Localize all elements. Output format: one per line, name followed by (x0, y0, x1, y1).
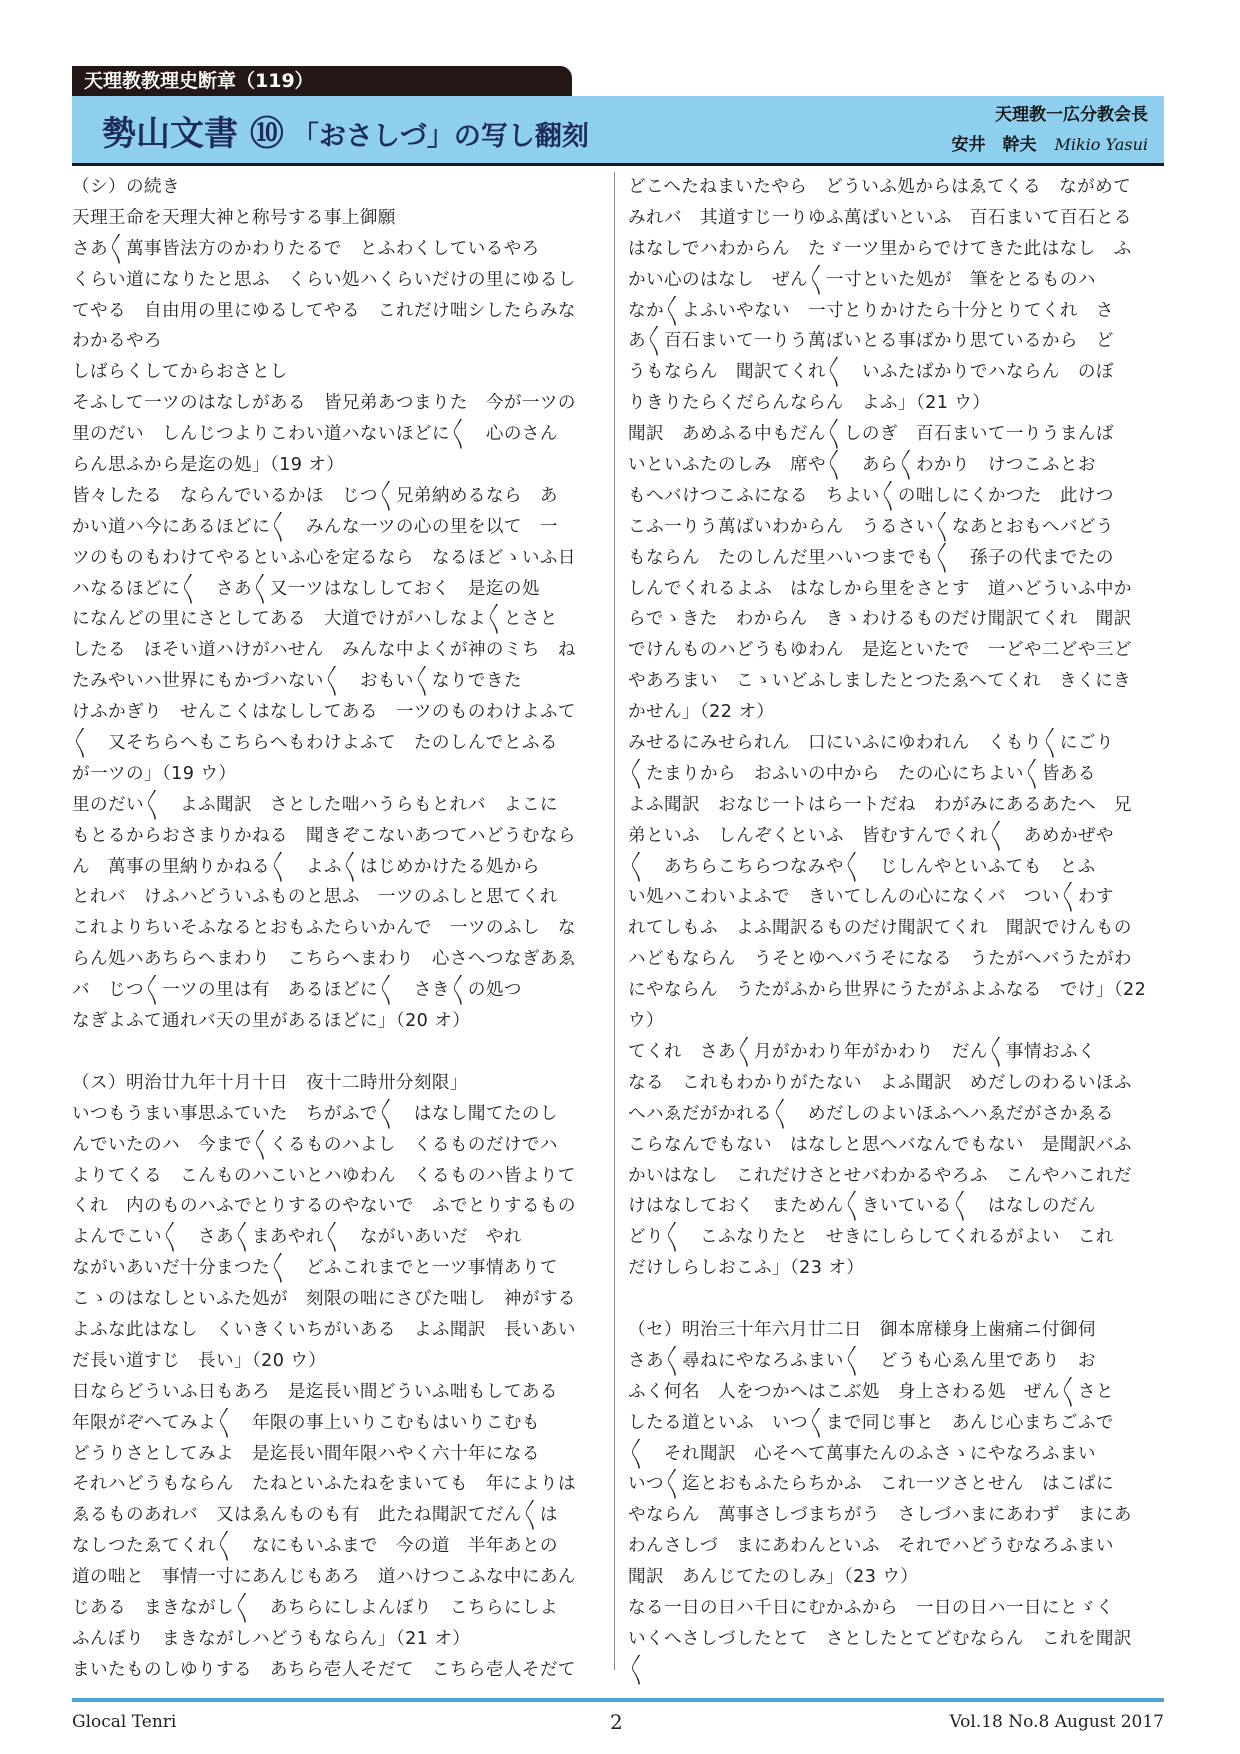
text-line: こらなんでもない はなしと思へバなんでもない 是聞訳バふ (628, 1134, 1132, 1155)
text-line: なか〳〵よふいやない 一寸とりかけたら十分とりてくれ さ (628, 300, 1114, 321)
text-line: しんでくれるよふ はなしから里をさとす 道ハどういふ中か (628, 578, 1132, 599)
text-line: じある まきながし〳〵 あちらにしよんぼり こちらにしよ (72, 1597, 558, 1618)
text-line: だけしらしおこふ」（23 オ） (628, 1258, 865, 1279)
text-line: （シ）の続き (72, 177, 180, 197)
text-line: んでいたのハ 今まで〳〵くるものハよし くるものだけでハ (72, 1134, 558, 1155)
article-body (72, 172, 1164, 1682)
text-line: 〳〵 又そちらへもこちらへもわけよふて たのしんでとふる (72, 733, 558, 754)
text-line: 聞訳 あんじてたのしみ」（23 ウ） (628, 1567, 919, 1588)
text-line: けふかぎり せんこくはなししてある 一ツのものわけよふて (72, 702, 576, 723)
text-line: かいはなし これだけさとせバわかるやろふ こんやハこれだ (628, 1165, 1132, 1186)
text-line: よりてくる こんものハこいとハゆわん くるものハ皆よりて (72, 1165, 576, 1186)
text-line: （ス）明治廿九年十月十日 夜十二時卅分刻限」 (72, 1072, 468, 1093)
text-line: したる道といふ いつ〳〵まで同じ事と あんじ心まちごふで (628, 1412, 1114, 1433)
text-line: うもならん 聞訳てくれ〳〵 いふたばかりでハならん のぼ (628, 362, 1114, 383)
author-name-romanized: Mikio Yasui (1054, 135, 1148, 154)
text-line: いつ〳〵迄とおもふたらちかふ これ一ツさとせん はこばに (628, 1474, 1114, 1495)
text-line: ふく何名 人をつかへはこぶ処 身上さわる処 ぜん〳〵さと (628, 1381, 1114, 1402)
text-line: くらい道になりたと思ふ くらい処ハくらいだけの里にゆるし (72, 269, 576, 290)
text-line: どり〳〵 こふなりたと せきにしらしてくれるがよい これ (628, 1227, 1114, 1248)
text-line: こふ一りう萬ばいわからん うるさい〳〵なあとおもへバどう (628, 516, 1114, 537)
text-line: わかるやろ (72, 331, 162, 352)
text-line: よふな此はなし くいきくいちがいある よふ聞訳 長いあい (72, 1319, 576, 1340)
text-line: とれバ けふハどういふものと思ふ 一ツのふしと思てくれ (72, 887, 558, 908)
series-label: 天理教教理史断章（119） (72, 66, 572, 96)
article-header (72, 66, 1164, 166)
author-name: 安井 幹夫 (951, 135, 1037, 155)
text-line: どこへたねまいたやら どういふ処からはゑてくる ながめて (628, 177, 1132, 197)
text-line: にやならん うたがふから世界にうたがふよふなる でけ」（22 (628, 980, 1147, 1001)
text-line: くれ 内のものハふでとりするのやないで ふでとりするもの (72, 1196, 576, 1217)
text-line: れてしもふ よふ聞訳るものだけ聞訳てくれ 聞訳でけんもの (628, 918, 1132, 939)
text-line: ながいあいだ十分まつた〳〵 どふこれまでと一ツ事情ありて (72, 1258, 558, 1279)
text-line: もならん たのしんだ里ハいつまでも〳〵 孫子の代までたの (628, 547, 1114, 568)
text-line: はなしでハわからん たゞ一ツ里からでけてきた此はなし ふ (628, 238, 1132, 259)
text-line: てくれ さあ〳〵月がかわり年がかわり だん〳〵事情おふく (628, 1041, 1096, 1062)
text-line: 日ならどういふ日もあろ 是迄長い間どういふ咄もしてある (72, 1381, 558, 1402)
text-line: したる ほそい道ハけがハせん みんな中よくが神のミち ね (72, 640, 576, 661)
text-line: りきりたらくだらんならん よふ」（21 ウ） (628, 393, 991, 414)
text-line: みせるにみせられん 口にいふにゆわれん くもり〳〵にごり (628, 733, 1114, 754)
text-line: もとるからおさまりかねる 聞きぞこないあつてハどうむなら (72, 825, 576, 846)
text-line: 里のだい〳〵 よふ聞訳 さとした咄ハうらもとれバ よこに (72, 794, 558, 815)
text-line: 弟といふ しんぞくといふ 皆むすんでくれ〳〵 あめかぜや (628, 825, 1114, 846)
column-divider (614, 172, 615, 1670)
text-line: まいたものしゆりする あちら壱人そだて こちら壱人そだて (72, 1659, 576, 1680)
text-line: いくへさしづしたとて さとしたとてどむならん これを聞訳 (628, 1628, 1132, 1649)
text-line: ふんぼり まきながしハどうもならん」（21 オ） (72, 1628, 471, 1649)
text-line: なしつたゑてくれ〳〵 なにもいふまで 今の道 半年あとの (72, 1536, 558, 1557)
text-line: ゑるものあれバ 又はゑんものも有 此たね聞訳てだん〳〵は (72, 1505, 558, 1526)
text-line (628, 1284, 1156, 1315)
text-line: いつもうまい事思ふていた ちがふで〳〵 はなし聞てたのし (72, 1103, 558, 1124)
text-line: らん処ハあちらへまわり こちらへまわり 心さへつなぎあゑ (72, 949, 576, 970)
text-line: 聞訳 あめふる中もだん〳〵しのぎ 百石まいて一りうまんば (628, 424, 1114, 445)
text-line: だ長い道すじ 長い」（20 ウ） (72, 1350, 327, 1371)
text-line: になんどの里にさとしてある 大道でけがハしなよ〳〵とさと (72, 609, 558, 630)
footer-issue: Vol.18 No.8 August 2017 (949, 1712, 1164, 1732)
text-line: よふ聞訳 おなじ一トはら一トだね わがみにあるあたへ 兄 (628, 794, 1132, 815)
text-line: 年限がぞへてみよ〳〵 年限の事上いりこむもはいりこむも (72, 1412, 540, 1433)
text-line: 里のだい しんじつよりこわい道ハないほどに〳〵 心のさん (72, 424, 558, 445)
text-line: てやる 自由用の里にゆるしてやる これだけ咄シしたらみな (72, 300, 576, 321)
text-line: それハどうもならん たねといふたねをまいても 年によりは (72, 1474, 576, 1495)
article-title (102, 106, 589, 155)
text-line: かい心のはなし ぜん〳〵一寸といた処が 筆をとるものハ (628, 269, 1096, 290)
text-line: さあ〳〵萬事皆法方のかわりたるで とふわくしているやろ (72, 238, 540, 259)
text-line: あ〳〵百石まいて一りう萬ばいとる事ばかり思ているから ど (628, 331, 1114, 352)
footer-rule (72, 1698, 1164, 1702)
text-line: でけんものハどうもゆわん 是迄といたで 一どや二どや三ど (628, 640, 1132, 661)
text-line: よんでこい〳〵 さあ〳〵まあやれ〳〵 ながいあいだ やれ (72, 1227, 522, 1248)
author-organization: 天理教一広分教会長 (995, 105, 1148, 125)
text-line: なる一日の日ハ千日にむかふから 一日の日ハ一日にとゞく (628, 1597, 1114, 1618)
text-line: みれバ 其道すじ一りゆふ萬ばいといふ 百石まいて百石とる (628, 207, 1132, 228)
text-line: こゝのはなしといふた処が 刻限の咄にさびた咄し 神がする (72, 1289, 576, 1310)
text-line: さあ〳〵尋ねにやなろふまい〳〵 どうも心ゑん里であり お (628, 1350, 1096, 1371)
text-line: これよりちいそふなるとおもふたらいかんで 一ツのふし な (72, 918, 576, 939)
author-byline (951, 130, 1148, 155)
title-banner (72, 96, 1164, 166)
text-line: かい道ハ今にあるほどに〳〵 みんな一ツの心の里を以て 一 (72, 516, 558, 537)
text-line: いといふたのしみ 席や〳〵 あら〳〵わかり けつこふとお (628, 455, 1096, 476)
text-line: なる これもわかりがたない よふ聞訳 めだしのわるいほふ (628, 1072, 1132, 1093)
text-line: 皆々したる ならんでいるかほ じつ〳〵兄弟納めるなら あ (72, 485, 558, 506)
text-line: なぎよふて通れバ天の里があるほどに」（20 オ） (72, 1011, 471, 1032)
text-line: 〳〵 (628, 1659, 646, 1680)
left-column (72, 172, 600, 1686)
text-line: 〳〵 あちらこちらつなみや〳〵 じしんやといふても とふ (628, 856, 1096, 877)
text-line: わんさしづ まにあわんといふ それでハどうむなろふまい (628, 1536, 1114, 1557)
text-line: 道の咄と 事情一寸にあんじもあろ 道ハけつこふな中にあん (72, 1567, 576, 1588)
text-line (72, 1037, 600, 1068)
text-line: い処ハこわいよふで きいてしんの心になくバ つい〳〵わす (628, 887, 1114, 908)
text-line: ツのものもわけてやるといふ心を定るなら なるほどゝいふ日 (72, 547, 576, 568)
text-line: へハゑだがかれる〳〵 めだしのよいほふへハゑだがさかゑる (628, 1103, 1114, 1124)
text-line: どうりさとしてみよ 是迄長い間年限ハやく六十年になる (72, 1443, 540, 1464)
text-line: 天理王命を天理大神と称号する事上御願 (72, 207, 396, 228)
article-subtitle: 「おさしづ」の写し翻刻 (291, 121, 589, 152)
text-line: ハなるほどに〳〵 さあ〳〵又一ツはなししておく 是迄の処 (72, 578, 540, 599)
text-line: （セ）明治三十年六月廿二日 御本席様身上歯痛ニ付御伺 (628, 1319, 1096, 1340)
text-line: らん思ふから是迄の処」（19 オ） (72, 455, 345, 476)
text-line: やあろまい こゝいどふしましたとつたゑへてくれ きくにき (628, 671, 1132, 692)
text-line: けはなしておく まためん〳〵きいている〳〵 はなしのだん (628, 1196, 1096, 1217)
text-line: やならん 萬事さしづまちがう さしづハまにあわず まにあ (628, 1505, 1132, 1526)
text-line: が一ツの」（19 ウ） (72, 763, 237, 784)
text-line: かせん」（22 オ） (628, 702, 775, 723)
text-line: ん 萬事の里納りかねる〳〵 よふ〳〵はじめかけたる処から (72, 856, 540, 877)
text-line: バ じつ〳〵一ツの里は有 あるほどに〳〵 さき〳〵の処つ (72, 980, 522, 1001)
right-column (628, 172, 1156, 1686)
text-line: らでゝきた わからん きゝわけるものだけ聞訳てくれ 聞訳 (628, 609, 1132, 630)
text-line: もへバけつこふになる ちよい〳〵の咄しにくかつた 此けつ (628, 485, 1114, 506)
text-line: そふして一ツのはなしがある 皆兄弟あつまりた 今が一ツの (72, 393, 576, 414)
text-line: ウ） (628, 1011, 664, 1032)
page-number: 2 (610, 1710, 623, 1734)
text-line: しばらくしてからおさとし (72, 362, 288, 383)
text-line: ハどもならん うそとゆへバうそになる うたがへバうたがわ (628, 949, 1132, 970)
text-line: たみやいハ世界にもかづハない〳〵 おもい〳〵なりできた (72, 671, 522, 692)
article-title-main: 勢山文書 ⑩ (102, 114, 284, 154)
text-line: 〳〵 それ聞訳 心そへて萬事たんのふさゝにやなろふまい (628, 1443, 1096, 1464)
text-line: 〳〵たまりから おふいの中から たの心にちよい〳〵皆ある (628, 763, 1096, 784)
footer-publication: Glocal Tenri (72, 1712, 177, 1732)
